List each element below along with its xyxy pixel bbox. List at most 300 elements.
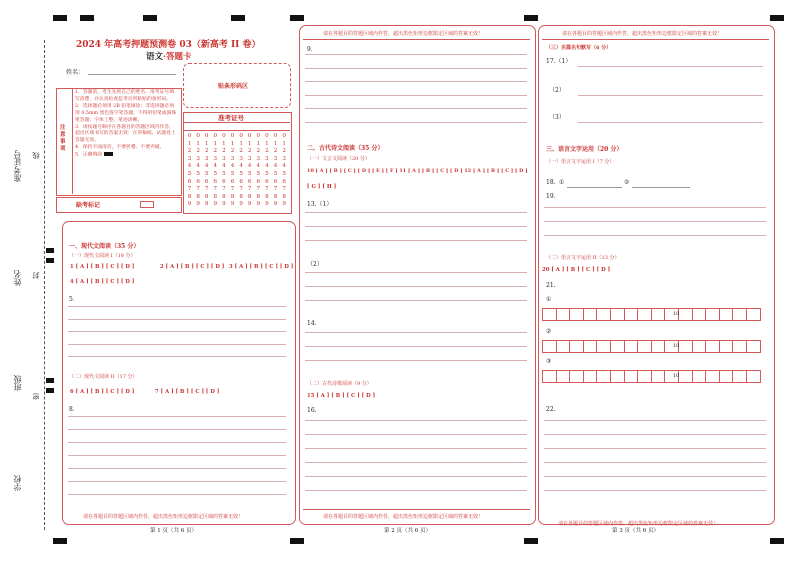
- grid-cell[interactable]: [625, 370, 639, 383]
- q17-1-label: 17.（1）: [546, 58, 572, 65]
- exam-id-digit-bubble[interactable]: 1: [213, 140, 218, 147]
- q10-12-options[interactable]: 10 [ A ] [ B ] [ C ] [ D ] [ E ] [ F ] 11 [ A ] [ B ] [ C ] [ D ] 12 [ A ] [ B ] [ C ] [ D ]: [307, 168, 528, 174]
- grid-cell[interactable]: [747, 370, 761, 383]
- registration-mark: [80, 15, 94, 21]
- exam-id-digit-bubble[interactable]: 1: [282, 140, 286, 147]
- exam-id-digit-bubble[interactable]: 2: [256, 148, 261, 155]
- exam-id-digit-bubble[interactable]: 8: [247, 193, 252, 200]
- answer-line[interactable]: [68, 356, 286, 357]
- q21-grid-row-2-count: 10: [673, 343, 680, 349]
- exam-id-digit-bubble[interactable]: 4: [265, 163, 269, 170]
- answer-line[interactable]: [544, 476, 766, 477]
- grid-cell[interactable]: [652, 370, 666, 383]
- exam-id-digit-bubble[interactable]: 9: [204, 201, 209, 208]
- q1-options[interactable]: 1 [ A ] [ B ] [ C ] [ D ]: [70, 264, 135, 270]
- registration-mark: [770, 538, 784, 544]
- exam-id-digit-bubble[interactable]: 3: [247, 155, 252, 162]
- grid-cell[interactable]: [693, 340, 707, 353]
- absent-box: [56, 197, 182, 213]
- exam-id-digit-bubble[interactable]: 5: [247, 170, 252, 177]
- q21-grid-row-3-count: 10: [673, 373, 680, 379]
- q21-part-1-mark: ①: [546, 296, 552, 303]
- answer-line[interactable]: [305, 346, 527, 347]
- grid-cell[interactable]: [597, 370, 611, 383]
- exam-id-digit-bubble[interactable]: 6: [239, 178, 243, 185]
- grid-cell[interactable]: [693, 370, 707, 383]
- answer-line[interactable]: [544, 235, 766, 236]
- exam-id-digit-bubble[interactable]: 3: [204, 155, 209, 162]
- grid-cell[interactable]: [611, 340, 625, 353]
- exam-id-digit-column[interactable]: [195, 133, 202, 209]
- q17-3-line[interactable]: [578, 122, 763, 123]
- answer-line[interactable]: [305, 95, 527, 96]
- exam-id-digit-bubble[interactable]: 7: [230, 186, 235, 193]
- answer-line[interactable]: [305, 420, 527, 421]
- exam-id-digit-bubble[interactable]: 6: [265, 178, 269, 185]
- exam-id-digit-column[interactable]: [255, 133, 262, 209]
- exam-id-digit-bubble[interactable]: 1: [204, 140, 209, 147]
- exam-id-digit-bubble[interactable]: 6: [282, 178, 286, 185]
- answer-line[interactable]: [305, 54, 527, 55]
- side-label-school: 学校: [13, 475, 22, 491]
- q21-grid-row-1[interactable]: [542, 308, 761, 321]
- answer-line[interactable]: [305, 448, 527, 449]
- grid-cell[interactable]: [720, 370, 734, 383]
- grid-cell[interactable]: [557, 340, 571, 353]
- exam-id-digit-column[interactable]: [229, 133, 236, 209]
- section2-title: 二、古代诗文阅读（35 分）: [307, 145, 384, 152]
- grid-cell[interactable]: [652, 308, 666, 321]
- binding-line: [44, 40, 45, 530]
- exam-id-digit-bubble[interactable]: 3: [230, 155, 235, 162]
- grid-cell[interactable]: [638, 308, 652, 321]
- exam-id-digit-bubble[interactable]: 2: [273, 148, 278, 155]
- answer-line[interactable]: [68, 331, 286, 332]
- exam-id-digit-bubble[interactable]: 0: [230, 133, 235, 139]
- exam-id-digit-bubble[interactable]: 0: [239, 133, 243, 139]
- q18-part-1-line[interactable]: [567, 187, 622, 188]
- answer-line[interactable]: [544, 221, 766, 222]
- answer-line[interactable]: [305, 332, 527, 333]
- grid-cell[interactable]: [720, 340, 734, 353]
- exam-id-digit-bubble[interactable]: 7: [247, 186, 252, 193]
- exam-id-digit-bubble[interactable]: 8: [196, 193, 200, 200]
- exam-id-digit-bubble[interactable]: 3: [239, 155, 243, 162]
- exam-id-digit-column[interactable]: [263, 133, 270, 209]
- exam-id-digit-bubble[interactable]: 7: [256, 186, 261, 193]
- exam-id-digit-bubble[interactable]: 2: [230, 148, 235, 155]
- q21-part-3-mark: ③: [546, 358, 552, 365]
- grid-cell[interactable]: [570, 308, 584, 321]
- exam-id-digit-bubble[interactable]: 8: [204, 193, 209, 200]
- exam-id-digit-bubble[interactable]: 4: [213, 163, 218, 170]
- q4-options[interactable]: 4 [ A ] [ B ] [ C ] [ D ]: [70, 279, 135, 285]
- exam-id-digit-column[interactable]: [246, 133, 253, 209]
- grid-cell[interactable]: [638, 340, 652, 353]
- q20-options[interactable]: 20 [ A ] [ B ] [ C ] [ D ]: [542, 267, 611, 273]
- grid-cell[interactable]: [747, 340, 761, 353]
- registration-mark: [231, 15, 245, 21]
- exam-id-digit-bubble[interactable]: 9: [222, 201, 226, 208]
- absent-checkbox[interactable]: [140, 201, 154, 208]
- exam-id-digit-bubble[interactable]: 5: [204, 170, 209, 177]
- exam-id-digit-bubble[interactable]: 8: [282, 193, 286, 200]
- exam-id-digit-bubble[interactable]: 9: [187, 201, 192, 208]
- filled-example-mark: [104, 152, 113, 156]
- exam-id-digit-column[interactable]: [212, 133, 219, 209]
- exam-id-digit-bubble[interactable]: 7: [265, 186, 269, 193]
- exam-id-digit-bubble[interactable]: 2: [282, 148, 286, 155]
- grid-cell[interactable]: [693, 308, 707, 321]
- page2-top-warning: 请在各题目的答题区域内作答，超出黑色矩形边框限定区域的答案无效！: [323, 31, 484, 37]
- side-label-line: 线: [32, 152, 40, 159]
- answer-line[interactable]: [305, 212, 527, 213]
- exam-id-digit-bubble[interactable]: 0: [187, 133, 192, 139]
- answer-line[interactable]: [68, 306, 286, 307]
- q18-label: 18.: [546, 179, 556, 186]
- q17-3-label: （3）: [549, 114, 565, 121]
- exam-id-digit-bubble[interactable]: 4: [222, 163, 226, 170]
- exam-id-digit-bubble[interactable]: 8: [213, 193, 218, 200]
- answer-line[interactable]: [305, 286, 527, 287]
- q7-options[interactable]: 7 [ A ] [ B ] [ C ] [ D ]: [155, 389, 220, 395]
- exam-id-digit-bubble[interactable]: 2: [222, 148, 226, 155]
- note-item-4: 4．保持卡面清洁，不要折叠、不要弄破。: [75, 145, 165, 151]
- page2-footer: 第 2 页（共 6 页）: [384, 528, 431, 534]
- answer-line[interactable]: [544, 462, 766, 463]
- grid-cell[interactable]: [679, 370, 693, 383]
- notes-divider: [72, 88, 73, 194]
- exam-id-digit-bubble[interactable]: 9: [282, 201, 286, 208]
- page3-bottom-warning: 请在各题目的答题区域内作答，超出黑色矩形边框限定区域的答案无效！: [558, 521, 719, 527]
- exam-id-digit-bubble[interactable]: 8: [187, 193, 192, 200]
- exam-id-digit-bubble[interactable]: 6: [204, 178, 209, 185]
- exam-id-digit-bubble[interactable]: 0: [196, 133, 200, 139]
- side-label-exam-no: 准考证号: [13, 150, 22, 182]
- side-label-class: 班级: [13, 375, 22, 391]
- answer-line[interactable]: [68, 442, 286, 443]
- answer-line[interactable]: [544, 207, 766, 208]
- exam-id-digit-bubble[interactable]: 5: [222, 170, 226, 177]
- q17-2-line[interactable]: [578, 95, 763, 96]
- grid-cell[interactable]: [584, 340, 598, 353]
- answer-line[interactable]: [544, 434, 766, 435]
- exam-id-digit-bubble[interactable]: 8: [265, 193, 269, 200]
- grid-cell[interactable]: [706, 308, 720, 321]
- exam-id-digit-bubble[interactable]: 2: [265, 148, 269, 155]
- registration-mark: [53, 15, 67, 21]
- exam-id-digit-bubble[interactable]: 9: [239, 201, 243, 208]
- exam-id-digit-column[interactable]: [272, 133, 279, 209]
- notes-list: [75, 90, 178, 160]
- grid-cell[interactable]: [611, 308, 625, 321]
- exam-id-digit-bubble[interactable]: 1: [247, 140, 252, 147]
- grid-cell[interactable]: [584, 308, 598, 321]
- exam-id-digit-bubble[interactable]: 2: [187, 148, 192, 155]
- grid-cell[interactable]: [638, 370, 652, 383]
- grid-cell[interactable]: [543, 370, 557, 383]
- exam-id-digit-bubble[interactable]: 4: [247, 163, 252, 170]
- exam-id-digit-bubble[interactable]: 2: [239, 148, 243, 155]
- grid-cell[interactable]: [747, 308, 761, 321]
- exam-id-digit-bubble[interactable]: 5: [282, 170, 286, 177]
- q22-label: 22.: [546, 406, 556, 413]
- exam-id-digit-bubble[interactable]: 5: [273, 170, 278, 177]
- grid-cell[interactable]: [720, 308, 734, 321]
- exam-id-digit-bubble[interactable]: 5: [213, 170, 218, 177]
- grid-cell[interactable]: [570, 340, 584, 353]
- q15-options[interactable]: 15 [ A ] [ B ] [ C ] [ D ]: [307, 393, 376, 399]
- section1-sub2: （二）现代文阅读 II（17 分）: [69, 374, 138, 380]
- answer-line[interactable]: [305, 108, 527, 109]
- side-label-secret: 密: [32, 393, 40, 400]
- exam-id-digit-bubble[interactable]: 4: [256, 163, 261, 170]
- exam-id-digit-bubble[interactable]: 9: [256, 201, 261, 208]
- exam-id-digit-bubble[interactable]: 4: [196, 163, 200, 170]
- grid-cell[interactable]: [557, 308, 571, 321]
- exam-id-digit-bubble[interactable]: 0: [282, 133, 286, 139]
- exam-id-digit-bubble[interactable]: 5: [230, 170, 235, 177]
- exam-id-digit-column[interactable]: [203, 133, 210, 209]
- page2-bottom-rule: [303, 509, 530, 510]
- side-label-seal: 封: [32, 272, 40, 279]
- exam-id-digit-bubble[interactable]: 0: [247, 133, 252, 139]
- grid-cell[interactable]: [557, 370, 571, 383]
- section3-title: 三、语言文字运用（20 分）: [546, 146, 623, 153]
- answer-line[interactable]: [68, 481, 286, 482]
- absent-label: 缺考标记: [76, 202, 101, 209]
- exam-id-digit-bubble[interactable]: 9: [265, 201, 269, 208]
- section3-sub2: （二）语言文字运用 II（13 分）: [546, 255, 620, 261]
- exam-id-digit-bubble[interactable]: 6: [213, 178, 218, 185]
- exam-id-digit-bubble[interactable]: 3: [273, 155, 278, 162]
- registration-mark: [46, 378, 54, 383]
- answer-line[interactable]: [68, 319, 286, 320]
- exam-id-digit-bubble[interactable]: 9: [273, 201, 278, 208]
- exam-id-digit-bubble[interactable]: 8: [256, 193, 261, 200]
- registration-mark: [46, 388, 54, 393]
- q2-options[interactable]: 2 [ A ] [ B ] [ C ] [ D ]: [160, 264, 225, 270]
- section1-sub1: （一）现代文阅读 I（18 分）: [69, 253, 136, 259]
- grid-cell[interactable]: [611, 370, 625, 383]
- q5-label: 5．: [69, 296, 79, 303]
- answer-line[interactable]: [68, 494, 286, 495]
- exam-id-digit-bubble[interactable]: 2: [196, 148, 200, 155]
- notes-title: 注意事项: [60, 125, 66, 152]
- answer-line[interactable]: [305, 68, 527, 69]
- exam-id-digit-bubble[interactable]: 4: [187, 163, 192, 170]
- exam-id-digit-bubble[interactable]: 3: [213, 155, 218, 162]
- q17-1-line[interactable]: [578, 66, 763, 67]
- grid-cell[interactable]: [625, 340, 639, 353]
- grid-cell[interactable]: [706, 340, 720, 353]
- exam-id-digit-bubble[interactable]: 8: [230, 193, 235, 200]
- grid-cell[interactable]: [733, 340, 747, 353]
- grid-cell[interactable]: [625, 308, 639, 321]
- exam-id-digit-bubble[interactable]: 3: [222, 155, 226, 162]
- barcode-label: 贴条形码区: [218, 83, 249, 90]
- exam-id-digit-bubble[interactable]: 1: [273, 140, 278, 147]
- q21-label: 21.: [546, 282, 556, 289]
- exam-id-digit-bubble[interactable]: 9: [247, 201, 252, 208]
- q21-grid-row-3[interactable]: [542, 370, 761, 383]
- exam-id-digit-bubble[interactable]: 9: [230, 201, 235, 208]
- grid-cell[interactable]: [652, 340, 666, 353]
- exam-id-digit-column[interactable]: [281, 133, 288, 209]
- q21-grid-row-2[interactable]: [542, 340, 761, 353]
- side-label-name: 姓名: [13, 270, 22, 286]
- exam-id-digit-bubble[interactable]: 7: [196, 186, 200, 193]
- exam-id-digit-bubble[interactable]: 6: [222, 178, 226, 185]
- exam-id-digit-bubble[interactable]: 0: [204, 133, 209, 139]
- answer-line[interactable]: [68, 468, 286, 469]
- exam-id-digit-column[interactable]: [220, 133, 227, 209]
- registration-mark: [53, 538, 67, 544]
- answer-line[interactable]: [305, 240, 527, 241]
- exam-id-digit-bubble[interactable]: 0: [213, 133, 218, 139]
- answer-line[interactable]: [544, 490, 766, 491]
- grid-cell[interactable]: [597, 340, 611, 353]
- grid-cell[interactable]: [679, 308, 693, 321]
- grid-cell[interactable]: [543, 340, 557, 353]
- answer-line[interactable]: [305, 81, 527, 82]
- q18-part-2-line[interactable]: [632, 187, 690, 188]
- grid-cell[interactable]: [733, 308, 747, 321]
- page3-answer-panel: [538, 25, 775, 525]
- exam-id-digit-bubble[interactable]: 1: [265, 140, 269, 147]
- answer-line[interactable]: [305, 272, 527, 273]
- page1-footer: 第 1 页（共 6 页）: [150, 528, 197, 534]
- answer-line[interactable]: [544, 448, 766, 449]
- exam-id-digit-bubble[interactable]: 4: [282, 163, 286, 170]
- card-subtitle: [146, 50, 192, 62]
- exam-id-digit-bubble[interactable]: 0: [265, 133, 269, 139]
- answer-line[interactable]: [305, 434, 527, 435]
- exam-id-digit-bubble[interactable]: 7: [187, 186, 192, 193]
- exam-id-digit-bubble[interactable]: 5: [239, 170, 243, 177]
- q9-label: 9．: [307, 46, 317, 53]
- grid-cell[interactable]: [597, 308, 611, 321]
- exam-id-digit-bubble[interactable]: 3: [265, 155, 269, 162]
- registration-mark: [290, 15, 304, 21]
- exam-id-digit-bubble[interactable]: 7: [273, 186, 278, 193]
- answer-line[interactable]: [305, 360, 527, 361]
- grid-cell[interactable]: [584, 370, 598, 383]
- exam-id-digit-bubble[interactable]: 2: [213, 148, 218, 155]
- name-label: 姓名：: [66, 69, 85, 76]
- exam-id-digit-bubble[interactable]: 2: [204, 148, 209, 155]
- answer-line[interactable]: [68, 429, 286, 430]
- exam-id-digit-column[interactable]: [186, 133, 193, 209]
- name-field[interactable]: [88, 74, 176, 75]
- exam-id-digit-bubble[interactable]: 3: [256, 155, 261, 162]
- q10-extra-options[interactable]: [ G ] [ H ]: [307, 184, 337, 190]
- exam-id-digit-bubble[interactable]: 7: [204, 186, 209, 193]
- exam-id-digit-bubble[interactable]: 9: [213, 201, 218, 208]
- exam-id-digit-bubble[interactable]: 7: [213, 186, 218, 193]
- page2-bottom-warning: 请在各题目的答题区域内作答，超出黑色矩形边框限定区域的答案无效！: [323, 514, 484, 520]
- answer-line[interactable]: [544, 420, 766, 421]
- exam-id-digit-bubble[interactable]: 6: [256, 178, 261, 185]
- exam-id-digit-bubble[interactable]: 7: [222, 186, 226, 193]
- exam-id-digit-bubble[interactable]: 8: [273, 193, 278, 200]
- answer-line[interactable]: [305, 226, 527, 227]
- exam-id-digit-bubble[interactable]: 1: [222, 140, 226, 147]
- exam-id-digit-bubble[interactable]: 6: [187, 178, 192, 185]
- q18-part-2-mark: ②: [624, 179, 630, 186]
- exam-id-digit-bubble[interactable]: 8: [239, 193, 243, 200]
- exam-id-digit-bubble[interactable]: 9: [196, 201, 200, 208]
- exam-id-digit-bubble[interactable]: 6: [196, 178, 200, 185]
- grid-cell[interactable]: [733, 370, 747, 383]
- exam-id-digit-bubble[interactable]: 4: [230, 163, 235, 170]
- exam-id-digit-bubble[interactable]: 5: [256, 170, 261, 177]
- exam-id-digit-bubble[interactable]: 1: [256, 140, 261, 147]
- answer-line[interactable]: [305, 476, 527, 477]
- subtitle-separator: ·: [163, 52, 166, 62]
- exam-id-digit-bubble[interactable]: 0: [222, 133, 226, 139]
- exam-id-digit-bubble[interactable]: 8: [222, 193, 226, 200]
- grid-cell[interactable]: [543, 308, 557, 321]
- q18-part-1-mark: ①: [559, 179, 565, 186]
- exam-id-digit-bubble[interactable]: 4: [204, 163, 209, 170]
- grid-cell[interactable]: [679, 340, 693, 353]
- exam-id-digit-bubble[interactable]: 3: [187, 155, 192, 162]
- answer-line[interactable]: [68, 416, 286, 417]
- q17-2-label: （2）: [549, 87, 565, 94]
- answer-line[interactable]: [305, 490, 527, 491]
- exam-id-digit-bubble[interactable]: 6: [230, 178, 235, 185]
- exam-id-digit-bubble[interactable]: 3: [196, 155, 200, 162]
- section3-sub1: （一）语言文字运用 I（7 分）: [546, 159, 615, 165]
- exam-id-digit-bubble[interactable]: 4: [239, 163, 243, 170]
- exam-id-digit-bubble[interactable]: 0: [273, 133, 278, 139]
- registration-mark: [143, 15, 157, 21]
- exam-id-digit-bubble[interactable]: 7: [239, 186, 243, 193]
- exam-id-digit-bubble[interactable]: 4: [273, 163, 278, 170]
- q16-label: 16.: [307, 407, 317, 414]
- grid-cell[interactable]: [570, 370, 584, 383]
- exam-id-digit-column[interactable]: [238, 133, 245, 209]
- grid-cell[interactable]: [706, 370, 720, 383]
- exam-id-digit-bubble[interactable]: 1: [230, 140, 235, 147]
- exam-id-digit-bubble[interactable]: 5: [265, 170, 269, 177]
- answer-line[interactable]: [305, 300, 527, 301]
- exam-id-digit-bubble[interactable]: 0: [256, 133, 261, 139]
- page3-footer: 第 3 页（共 6 页）: [612, 528, 659, 534]
- exam-id-digit-bubble[interactable]: 3: [282, 155, 286, 162]
- exam-id-digit-bubble[interactable]: 5: [187, 170, 192, 177]
- exam-id-digit-bubble[interactable]: 6: [273, 178, 278, 185]
- exam-id-digit-bubble[interactable]: 2: [247, 148, 252, 155]
- exam-id-digit-bubble[interactable]: 5: [196, 170, 200, 177]
- q6-options[interactable]: 6 [ A ] [ B ] [ C ] [ D ]: [70, 389, 135, 395]
- exam-id-digit-bubble[interactable]: 1: [187, 140, 192, 147]
- exam-id-digit-bubble[interactable]: 1: [239, 140, 243, 147]
- exam-id-title-rule: [183, 122, 290, 123]
- answer-line[interactable]: [305, 122, 527, 123]
- answer-line[interactable]: [68, 455, 286, 456]
- page3-top-warning: 请在各题目的答题区域内作答，超出黑色矩形边框限定区域的答案无效！: [562, 31, 723, 37]
- exam-id-digit-bubble[interactable]: 6: [247, 178, 252, 185]
- section2-sub3: （三）名篇名句默写（6 分）: [546, 45, 612, 51]
- note-item-2: 2．选择题必须用 2B 铅笔填涂；非选择题必须用 0.5mm 黑色签字笔答题，不得用铅笔或圆珠笔答题；字体工整、笔迹清晰。: [75, 103, 177, 123]
- answer-line[interactable]: [305, 462, 527, 463]
- exam-id-digit-bubble[interactable]: 7: [282, 186, 286, 193]
- q3-options[interactable]: 3 [ A ] [ B ] [ C ] [ D ]: [229, 264, 294, 270]
- exam-id-digit-bubble[interactable]: 1: [196, 140, 200, 147]
- answer-line[interactable]: [68, 344, 286, 345]
